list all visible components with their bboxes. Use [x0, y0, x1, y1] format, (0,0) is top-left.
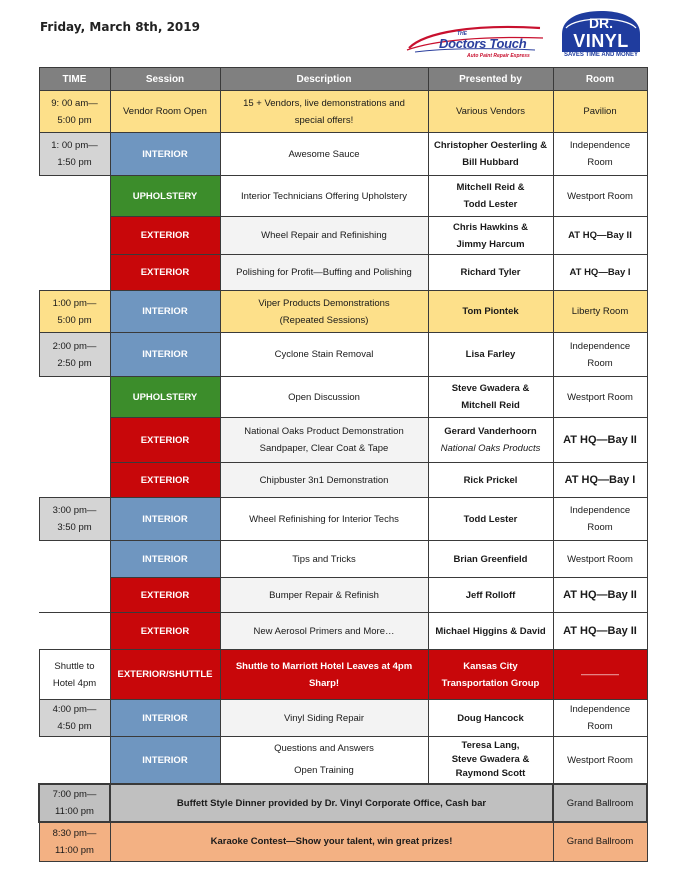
table-row — [39, 498, 647, 541]
col-header-description: Description — [220, 68, 428, 91]
description-cell: National Oaks Product Demonstration Sandpaper, Clear Coat & Tape — [220, 418, 428, 463]
presenter-cell: Jeff Rolloff — [428, 578, 553, 613]
session-cell: INTERIOR — [110, 291, 220, 333]
description-cell: Cyclone Stain Removal — [220, 333, 428, 377]
description-cell: Shuttle to Marriott Hotel Leaves at 4pm Sharp! — [220, 650, 428, 700]
schedule-table — [38, 67, 648, 862]
table-row — [39, 133, 647, 176]
table-row — [39, 463, 647, 498]
room-cell: AT HQ—Bay II — [553, 613, 647, 650]
logo-dr-vinyl-tagline: SAVES TIME AND MONEY — [563, 52, 638, 58]
presenter-cell: Steve Gwadera & Mitchell Reid — [428, 377, 553, 418]
room-cell: AT HQ—Bay II — [553, 418, 647, 463]
time-cell-empty — [39, 217, 110, 255]
presenter-cell: Michael Higgins & David — [428, 613, 553, 650]
presenter-cell: Gerard Vanderhoorn National Oaks Products — [428, 418, 553, 463]
description-cell: Vinyl Siding Repair — [220, 700, 428, 737]
description-cell: Wheel Repair and Refinishing — [220, 217, 428, 255]
room-cell: Independence Room — [553, 333, 647, 377]
table-header-row — [39, 68, 647, 91]
time-cell: 7:00 pm— 11:00 pm — [39, 784, 110, 822]
time-cell-empty — [39, 255, 110, 291]
description-cell: Viper Products Demonstrations (Repeated Sessions) — [220, 291, 428, 333]
session-cell: EXTERIOR — [110, 463, 220, 498]
table-row — [39, 377, 647, 418]
description-cell: Bumper Repair & Refinish — [220, 578, 428, 613]
logo-doctors-touch-name: Doctors Touch — [439, 36, 527, 51]
description-cell: Questions and Answers Open Training — [220, 737, 428, 785]
description-cell: Awesome Sauce — [220, 133, 428, 176]
doctors-touch-logo — [405, 18, 555, 64]
time-cell: 4:00 pm— 4:50 pm — [39, 700, 110, 737]
table-row — [39, 822, 647, 861]
description-cell: Wheel Refinishing for Interior Techs — [220, 498, 428, 541]
room-cell: Westport Room — [553, 377, 647, 418]
description-cell: Interior Technicians Offering Upholstery — [220, 176, 428, 217]
time-cell-empty — [39, 176, 110, 217]
time-cell: 9: 00 am— 5:00 pm — [39, 91, 110, 133]
room-cell: Pavilion — [553, 91, 647, 133]
dr-vinyl-logo — [556, 8, 646, 64]
table-row — [39, 700, 647, 737]
page-date: Friday, March 8th, 2019 — [40, 20, 200, 34]
presenter-cell: Doug Hancock — [428, 700, 553, 737]
time-cell: 2:00 pm— 2:50 pm — [39, 333, 110, 377]
table-row — [39, 176, 647, 217]
room-cell: Grand Ballroom — [553, 822, 647, 861]
room-cell: Westport Room — [553, 176, 647, 217]
presenter-cell: Richard Tyler — [428, 255, 553, 291]
room-cell: AT HQ—Bay II — [553, 578, 647, 613]
table-row — [39, 541, 647, 578]
logo-the: THE — [457, 31, 467, 37]
room-cell: Independence Room — [553, 498, 647, 541]
description-cell: New Aerosol Primers and More… — [220, 613, 428, 650]
description-cell: Open Discussion — [220, 377, 428, 418]
table-row — [39, 333, 647, 377]
time-cell-empty — [39, 418, 110, 463]
presenter-cell: Tom Piontek — [428, 291, 553, 333]
presenter-cell: Brian Greenfield — [428, 541, 553, 578]
session-cell: Vendor Room Open — [110, 91, 220, 133]
table-row — [39, 650, 647, 700]
col-header-time: TIME — [39, 68, 110, 91]
time-cell-empty — [39, 463, 110, 498]
time-cell: 3:00 pm— 3:50 pm — [39, 498, 110, 541]
session-cell: UPHOLSTERY — [110, 176, 220, 217]
presenter-cell: Various Vendors — [428, 91, 553, 133]
col-header-room: Room — [553, 68, 647, 91]
description-cell: Chipbuster 3n1 Demonstration — [220, 463, 428, 498]
session-cell: INTERIOR — [110, 333, 220, 377]
time-cell: 1:00 pm— 5:00 pm — [39, 291, 110, 333]
time-cell-empty — [39, 613, 110, 650]
time-cell-empty — [39, 541, 110, 578]
room-cell: AT HQ—Bay II — [553, 217, 647, 255]
presenter-cell: Mitchell Reid & Todd Lester — [428, 176, 553, 217]
session-cell: EXTERIOR — [110, 613, 220, 650]
table-row — [39, 737, 647, 785]
session-cell: INTERIOR — [110, 133, 220, 176]
logo-vinyl: VINYL — [573, 31, 629, 51]
session-cell: EXTERIOR — [110, 578, 220, 613]
session-cell: INTERIOR — [110, 737, 220, 785]
time-cell-empty — [39, 737, 110, 785]
dinner-event-cell: Buffett Style Dinner provided by Dr. Vinyl Corporate Office, Cash bar — [110, 784, 553, 822]
time-cell: Shuttle to Hotel 4pm — [39, 650, 110, 700]
table-row — [39, 217, 647, 255]
room-cell: Westport Room — [553, 737, 647, 785]
time-cell: 8:30 pm— 11:00 pm — [39, 822, 110, 861]
presenter-cell: Lisa Farley — [428, 333, 553, 377]
time-cell-empty — [39, 377, 110, 418]
presenter-cell: Rick Prickel — [428, 463, 553, 498]
logo-doctors-touch-tagline: Auto Paint Repair Express — [467, 53, 530, 59]
table-row — [39, 255, 647, 291]
session-cell: INTERIOR — [110, 498, 220, 541]
room-cell: ———— — [553, 650, 647, 700]
col-header-session: Session — [110, 68, 220, 91]
col-header-presented-by: Presented by — [428, 68, 553, 91]
table-row — [39, 91, 647, 133]
session-cell: INTERIOR — [110, 700, 220, 737]
room-cell: AT HQ—Bay I — [553, 255, 647, 291]
table-row — [39, 613, 647, 650]
table-row — [39, 418, 647, 463]
session-cell: EXTERIOR/SHUTTLE — [110, 650, 220, 700]
room-cell: Grand Ballroom — [553, 784, 647, 822]
room-cell: Independence Room — [553, 700, 647, 737]
presenter-cell: Chris Hawkins & Jimmy Harcum — [428, 217, 553, 255]
session-cell: UPHOLSTERY — [110, 377, 220, 418]
table-row — [39, 291, 647, 333]
room-cell: Liberty Room — [553, 291, 647, 333]
logo-dr: DR. — [588, 15, 614, 31]
presenter-cell: Teresa Lang, Steve Gwadera & Raymond Scott — [428, 737, 553, 785]
time-cell-empty — [39, 578, 110, 613]
room-cell: AT HQ—Bay I — [553, 463, 647, 498]
session-cell: EXTERIOR — [110, 418, 220, 463]
presenter-cell: Todd Lester — [428, 498, 553, 541]
session-cell: INTERIOR — [110, 541, 220, 578]
description-cell: 15 + Vendors, live demonstrations and special offers! — [220, 91, 428, 133]
table-row — [39, 784, 647, 822]
presenter-cell: Christopher Oesterling & Bill Hubbard — [428, 133, 553, 176]
time-cell: 1: 00 pm— 1:50 pm — [39, 133, 110, 176]
table-row — [39, 578, 647, 613]
description-cell: Tips and Tricks — [220, 541, 428, 578]
description-cell: Polishing for Profit—Buffing and Polishing — [220, 255, 428, 291]
karaoke-event-cell: Karaoke Contest—Show your talent, win great prizes! — [110, 822, 553, 861]
session-cell: EXTERIOR — [110, 255, 220, 291]
session-cell: EXTERIOR — [110, 217, 220, 255]
presenter-cell: Kansas City Transportation Group — [428, 650, 553, 700]
room-cell: Westport Room — [553, 541, 647, 578]
room-cell: Independence Room — [553, 133, 647, 176]
